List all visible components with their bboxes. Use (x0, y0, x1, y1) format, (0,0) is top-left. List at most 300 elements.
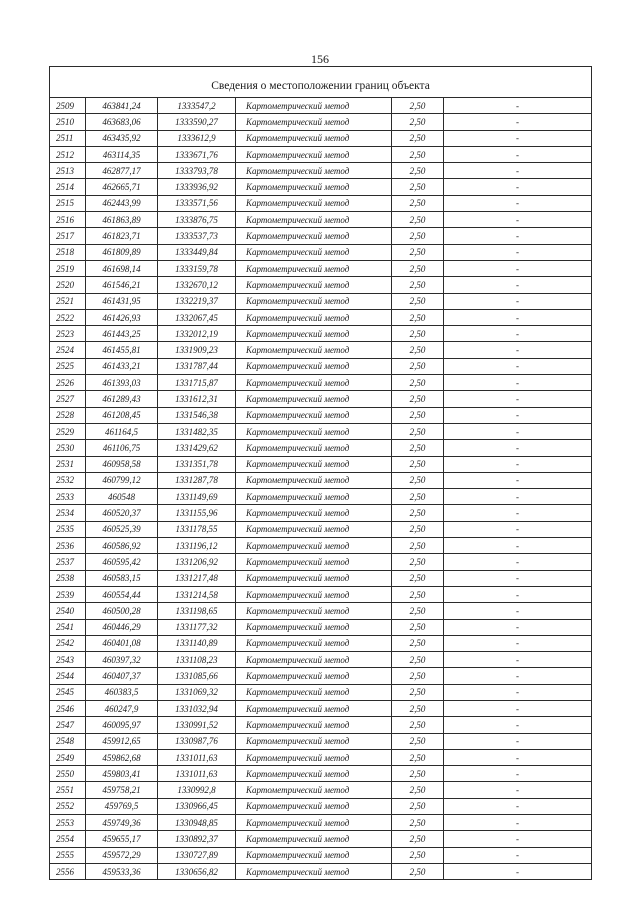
y-coordinate-cell: 1331612,31 (158, 391, 236, 407)
point-number-cell: 2519 (50, 260, 86, 276)
table-row (50, 847, 592, 863)
accuracy-cell: 2,50 (392, 146, 444, 162)
description-cell: - (444, 391, 592, 407)
method-cell: Картометрический метод (236, 277, 392, 293)
description-cell: - (444, 277, 592, 293)
x-coordinate-cell: 461164,5 (86, 423, 158, 439)
method-cell: Картометрический метод (236, 163, 392, 179)
x-coordinate-cell: 460401,08 (86, 635, 158, 651)
method-cell: Картометрический метод (236, 684, 392, 700)
point-number-cell: 2545 (50, 684, 86, 700)
table-row (50, 652, 592, 668)
table-row (50, 375, 592, 391)
description-cell: - (444, 847, 592, 863)
point-number-cell: 2527 (50, 391, 86, 407)
x-coordinate-cell: 460548 (86, 489, 158, 505)
method-cell: Картометрический метод (236, 749, 392, 765)
x-coordinate-cell: 460383,5 (86, 684, 158, 700)
point-number-cell: 2512 (50, 146, 86, 162)
point-number-cell: 2537 (50, 554, 86, 570)
accuracy-cell: 2,50 (392, 782, 444, 798)
method-cell: Картометрический метод (236, 586, 392, 602)
point-number-cell: 2549 (50, 749, 86, 765)
point-number-cell: 2531 (50, 456, 86, 472)
y-coordinate-cell: 1330992,8 (158, 782, 236, 798)
method-cell: Картометрический метод (236, 619, 392, 635)
table-row (50, 733, 592, 749)
table-row (50, 293, 592, 309)
y-coordinate-cell: 1331032,94 (158, 700, 236, 716)
accuracy-cell: 2,50 (392, 407, 444, 423)
accuracy-cell: 2,50 (392, 293, 444, 309)
x-coordinate-cell: 461455,81 (86, 342, 158, 358)
description-cell: - (444, 228, 592, 244)
x-coordinate-cell: 460407,37 (86, 668, 158, 684)
method-cell: Картометрический метод (236, 603, 392, 619)
point-number-cell: 2546 (50, 700, 86, 716)
method-cell: Картометрический метод (236, 358, 392, 374)
method-cell: Картометрический метод (236, 407, 392, 423)
table-row (50, 505, 592, 521)
accuracy-cell: 2,50 (392, 489, 444, 505)
method-cell: Картометрический метод (236, 652, 392, 668)
accuracy-cell: 2,50 (392, 472, 444, 488)
accuracy-cell: 2,50 (392, 179, 444, 195)
accuracy-cell: 2,50 (392, 668, 444, 684)
description-cell: - (444, 538, 592, 554)
method-cell: Картометрический метод (236, 521, 392, 537)
y-coordinate-cell: 1333793,78 (158, 163, 236, 179)
table-row (50, 130, 592, 146)
x-coordinate-cell: 460247,9 (86, 700, 158, 716)
point-number-cell: 2517 (50, 228, 86, 244)
method-cell: Картометрический метод (236, 733, 392, 749)
y-coordinate-cell: 1333876,75 (158, 212, 236, 228)
x-coordinate-cell: 461809,89 (86, 244, 158, 260)
accuracy-cell: 2,50 (392, 586, 444, 602)
table-row (50, 456, 592, 472)
point-number-cell: 2516 (50, 212, 86, 228)
point-number-cell: 2535 (50, 521, 86, 537)
table-row (50, 163, 592, 179)
accuracy-cell: 2,50 (392, 635, 444, 651)
table-row (50, 668, 592, 684)
y-coordinate-cell: 1331198,65 (158, 603, 236, 619)
method-cell: Картометрический метод (236, 570, 392, 586)
accuracy-cell: 2,50 (392, 505, 444, 521)
method-cell: Картометрический метод (236, 293, 392, 309)
method-cell: Картометрический метод (236, 423, 392, 439)
method-cell: Картометрический метод (236, 766, 392, 782)
x-coordinate-cell: 459803,41 (86, 766, 158, 782)
x-coordinate-cell: 461546,21 (86, 277, 158, 293)
point-number-cell: 2529 (50, 423, 86, 439)
description-cell: - (444, 603, 592, 619)
description-cell: - (444, 407, 592, 423)
description-cell: - (444, 326, 592, 342)
x-coordinate-cell: 461106,75 (86, 440, 158, 456)
table-row (50, 260, 592, 276)
y-coordinate-cell: 1331140,89 (158, 635, 236, 651)
x-coordinate-cell: 461393,03 (86, 375, 158, 391)
x-coordinate-cell: 459533,36 (86, 863, 158, 879)
accuracy-cell: 2,50 (392, 749, 444, 765)
point-number-cell: 2543 (50, 652, 86, 668)
x-coordinate-cell: 461208,45 (86, 407, 158, 423)
description-cell: - (444, 489, 592, 505)
description-cell: - (444, 293, 592, 309)
y-coordinate-cell: 1331351,78 (158, 456, 236, 472)
y-coordinate-cell: 1333547,2 (158, 98, 236, 114)
method-cell: Картометрический метод (236, 538, 392, 554)
x-coordinate-cell: 459572,29 (86, 847, 158, 863)
method-cell: Картометрический метод (236, 717, 392, 733)
table-row (50, 619, 592, 635)
accuracy-cell: 2,50 (392, 98, 444, 114)
y-coordinate-cell: 1330948,85 (158, 815, 236, 831)
point-number-cell: 2540 (50, 603, 86, 619)
point-number-cell: 2553 (50, 815, 86, 831)
y-coordinate-cell: 1331085,66 (158, 668, 236, 684)
x-coordinate-cell: 460446,29 (86, 619, 158, 635)
accuracy-cell: 2,50 (392, 554, 444, 570)
table-row (50, 98, 592, 114)
point-number-cell: 2533 (50, 489, 86, 505)
point-number-cell: 2532 (50, 472, 86, 488)
method-cell: Картометрический метод (236, 472, 392, 488)
point-number-cell: 2541 (50, 619, 86, 635)
x-coordinate-cell: 460958,58 (86, 456, 158, 472)
point-number-cell: 2526 (50, 375, 86, 391)
description-cell: - (444, 212, 592, 228)
accuracy-cell: 2,50 (392, 733, 444, 749)
accuracy-cell: 2,50 (392, 766, 444, 782)
x-coordinate-cell: 460397,32 (86, 652, 158, 668)
y-coordinate-cell: 1331108,23 (158, 652, 236, 668)
method-cell: Картометрический метод (236, 342, 392, 358)
table-row (50, 717, 592, 733)
method-cell: Картометрический метод (236, 815, 392, 831)
point-number-cell: 2556 (50, 863, 86, 879)
method-cell: Картометрический метод (236, 309, 392, 325)
y-coordinate-cell: 1330727,89 (158, 847, 236, 863)
point-number-cell: 2520 (50, 277, 86, 293)
table-row (50, 472, 592, 488)
description-cell: - (444, 863, 592, 879)
x-coordinate-cell: 460554,44 (86, 586, 158, 602)
y-coordinate-cell: 1331011,63 (158, 749, 236, 765)
accuracy-cell: 2,50 (392, 700, 444, 716)
description-cell: - (444, 98, 592, 114)
y-coordinate-cell: 1331149,69 (158, 489, 236, 505)
description-cell: - (444, 342, 592, 358)
method-cell: Картометрический метод (236, 440, 392, 456)
table-row (50, 538, 592, 554)
method-cell: Картометрический метод (236, 635, 392, 651)
table-row (50, 440, 592, 456)
method-cell: Картометрический метод (236, 195, 392, 211)
y-coordinate-cell: 1330987,76 (158, 733, 236, 749)
y-coordinate-cell: 1330656,82 (158, 863, 236, 879)
description-cell: - (444, 635, 592, 651)
x-coordinate-cell: 462443,99 (86, 195, 158, 211)
method-cell: Картометрический метод (236, 130, 392, 146)
description-cell: - (444, 472, 592, 488)
y-coordinate-cell: 1331196,12 (158, 538, 236, 554)
method-cell: Картометрический метод (236, 114, 392, 130)
y-coordinate-cell: 1333936,92 (158, 179, 236, 195)
accuracy-cell: 2,50 (392, 326, 444, 342)
table-row (50, 212, 592, 228)
table-row (50, 244, 592, 260)
method-cell: Картометрический метод (236, 228, 392, 244)
description-cell: - (444, 440, 592, 456)
method-cell: Картометрический метод (236, 782, 392, 798)
table-row (50, 407, 592, 423)
y-coordinate-cell: 1331909,23 (158, 342, 236, 358)
description-cell: - (444, 733, 592, 749)
point-number-cell: 2513 (50, 163, 86, 179)
table-row (50, 586, 592, 602)
x-coordinate-cell: 463841,24 (86, 98, 158, 114)
y-coordinate-cell: 1333571,56 (158, 195, 236, 211)
table-row (50, 782, 592, 798)
accuracy-cell: 2,50 (392, 603, 444, 619)
point-number-cell: 2536 (50, 538, 86, 554)
description-cell: - (444, 130, 592, 146)
point-number-cell: 2544 (50, 668, 86, 684)
x-coordinate-cell: 461433,21 (86, 358, 158, 374)
x-coordinate-cell: 460586,92 (86, 538, 158, 554)
table-row (50, 358, 592, 374)
method-cell: Картометрический метод (236, 489, 392, 505)
accuracy-cell: 2,50 (392, 260, 444, 276)
description-cell: - (444, 146, 592, 162)
x-coordinate-cell: 460500,28 (86, 603, 158, 619)
y-coordinate-cell: 1332670,12 (158, 277, 236, 293)
description-cell: - (444, 521, 592, 537)
x-coordinate-cell: 460595,42 (86, 554, 158, 570)
y-coordinate-cell: 1331787,44 (158, 358, 236, 374)
x-coordinate-cell: 463683,06 (86, 114, 158, 130)
y-coordinate-cell: 1331287,78 (158, 472, 236, 488)
accuracy-cell: 2,50 (392, 456, 444, 472)
table-row (50, 146, 592, 162)
accuracy-cell: 2,50 (392, 684, 444, 700)
method-cell: Картометрический метод (236, 179, 392, 195)
point-number-cell: 2538 (50, 570, 86, 586)
point-number-cell: 2551 (50, 782, 86, 798)
point-number-cell: 2539 (50, 586, 86, 602)
y-coordinate-cell: 1330966,45 (158, 798, 236, 814)
point-number-cell: 2525 (50, 358, 86, 374)
table-row (50, 309, 592, 325)
x-coordinate-cell: 459758,21 (86, 782, 158, 798)
accuracy-cell: 2,50 (392, 195, 444, 211)
table-caption-row (50, 75, 592, 98)
description-cell: - (444, 684, 592, 700)
x-coordinate-cell: 460520,37 (86, 505, 158, 521)
description-cell: - (444, 652, 592, 668)
description-cell: - (444, 244, 592, 260)
y-coordinate-cell: 1333671,76 (158, 146, 236, 162)
description-cell: - (444, 717, 592, 733)
accuracy-cell: 2,50 (392, 831, 444, 847)
method-cell: Картометрический метод (236, 146, 392, 162)
table-row (50, 179, 592, 195)
y-coordinate-cell: 1331482,35 (158, 423, 236, 439)
table-row (50, 635, 592, 651)
y-coordinate-cell: 1331206,92 (158, 554, 236, 570)
x-coordinate-cell: 463114,35 (86, 146, 158, 162)
table-row (50, 195, 592, 211)
method-cell: Картометрический метод (236, 375, 392, 391)
description-cell: - (444, 766, 592, 782)
table-row (50, 684, 592, 700)
y-coordinate-cell: 1331177,32 (158, 619, 236, 635)
y-coordinate-cell: 1332067,45 (158, 309, 236, 325)
description-cell: - (444, 831, 592, 847)
table-row (50, 228, 592, 244)
description-cell: - (444, 570, 592, 586)
x-coordinate-cell: 460525,39 (86, 521, 158, 537)
point-number-cell: 2534 (50, 505, 86, 521)
description-cell: - (444, 114, 592, 130)
point-number-cell: 2509 (50, 98, 86, 114)
accuracy-cell: 2,50 (392, 815, 444, 831)
y-coordinate-cell: 1332219,37 (158, 293, 236, 309)
table-row (50, 603, 592, 619)
accuracy-cell: 2,50 (392, 423, 444, 439)
y-coordinate-cell: 1331178,55 (158, 521, 236, 537)
description-cell: - (444, 798, 592, 814)
accuracy-cell: 2,50 (392, 212, 444, 228)
method-cell: Картометрический метод (236, 798, 392, 814)
accuracy-cell: 2,50 (392, 798, 444, 814)
table-row (50, 815, 592, 831)
x-coordinate-cell: 460583,15 (86, 570, 158, 586)
y-coordinate-cell: 1333159,78 (158, 260, 236, 276)
point-number-cell: 2547 (50, 717, 86, 733)
table-row (50, 554, 592, 570)
point-number-cell: 2515 (50, 195, 86, 211)
table-row (50, 391, 592, 407)
x-coordinate-cell: 459655,17 (86, 831, 158, 847)
y-coordinate-cell: 1331011,63 (158, 766, 236, 782)
accuracy-cell: 2,50 (392, 391, 444, 407)
method-cell: Картометрический метод (236, 326, 392, 342)
table-row (50, 342, 592, 358)
accuracy-cell: 2,50 (392, 863, 444, 879)
accuracy-cell: 2,50 (392, 619, 444, 635)
accuracy-cell: 2,50 (392, 440, 444, 456)
y-coordinate-cell: 1333449,84 (158, 244, 236, 260)
method-cell: Картометрический метод (236, 244, 392, 260)
y-coordinate-cell: 1330892,37 (158, 831, 236, 847)
point-number-cell: 2528 (50, 407, 86, 423)
table-row (50, 749, 592, 765)
accuracy-cell: 2,50 (392, 163, 444, 179)
x-coordinate-cell: 459769,5 (86, 798, 158, 814)
x-coordinate-cell: 460095,97 (86, 717, 158, 733)
table-row (50, 831, 592, 847)
point-number-cell: 2530 (50, 440, 86, 456)
description-cell: - (444, 195, 592, 211)
accuracy-cell: 2,50 (392, 847, 444, 863)
description-cell: - (444, 375, 592, 391)
point-number-cell: 2554 (50, 831, 86, 847)
method-cell: Картометрический метод (236, 700, 392, 716)
x-coordinate-cell: 461289,43 (86, 391, 158, 407)
description-cell: - (444, 815, 592, 831)
method-cell: Картометрический метод (236, 863, 392, 879)
x-coordinate-cell: 459749,36 (86, 815, 158, 831)
x-coordinate-cell: 461426,93 (86, 309, 158, 325)
table-row (50, 114, 592, 130)
x-coordinate-cell: 459862,68 (86, 749, 158, 765)
point-number-cell: 2518 (50, 244, 86, 260)
accuracy-cell: 2,50 (392, 342, 444, 358)
method-cell: Картометрический метод (236, 456, 392, 472)
table-row (50, 766, 592, 782)
table-row (50, 700, 592, 716)
method-cell: Картометрический метод (236, 391, 392, 407)
point-number-cell: 2511 (50, 130, 86, 146)
x-coordinate-cell: 461698,14 (86, 260, 158, 276)
description-cell: - (444, 586, 592, 602)
y-coordinate-cell: 1331155,96 (158, 505, 236, 521)
point-number-cell: 2510 (50, 114, 86, 130)
y-coordinate-cell: 1331429,62 (158, 440, 236, 456)
description-cell: - (444, 423, 592, 439)
point-number-cell: 2548 (50, 733, 86, 749)
table-caption: Сведения о местоположении границ объекта (50, 75, 592, 98)
x-coordinate-cell: 461443,25 (86, 326, 158, 342)
point-number-cell: 2521 (50, 293, 86, 309)
method-cell: Картометрический метод (236, 831, 392, 847)
table-row (50, 326, 592, 342)
header-spacer-row (50, 67, 592, 76)
description-cell: - (444, 749, 592, 765)
method-cell: Картометрический метод (236, 98, 392, 114)
accuracy-cell: 2,50 (392, 130, 444, 146)
method-cell: Картометрический метод (236, 554, 392, 570)
description-cell: - (444, 358, 592, 374)
point-number-cell: 2552 (50, 798, 86, 814)
x-coordinate-cell: 460799,12 (86, 472, 158, 488)
boundary-coordinates-table (49, 66, 592, 880)
x-coordinate-cell: 461823,71 (86, 228, 158, 244)
method-cell: Картометрический метод (236, 668, 392, 684)
description-cell: - (444, 554, 592, 570)
y-coordinate-cell: 1331546,38 (158, 407, 236, 423)
point-number-cell: 2550 (50, 766, 86, 782)
y-coordinate-cell: 1331715,87 (158, 375, 236, 391)
point-number-cell: 2555 (50, 847, 86, 863)
description-cell: - (444, 505, 592, 521)
description-cell: - (444, 668, 592, 684)
point-number-cell: 2514 (50, 179, 86, 195)
description-cell: - (444, 179, 592, 195)
y-coordinate-cell: 1330991,52 (158, 717, 236, 733)
y-coordinate-cell: 1331214,58 (158, 586, 236, 602)
accuracy-cell: 2,50 (392, 309, 444, 325)
x-coordinate-cell: 462877,17 (86, 163, 158, 179)
method-cell: Картометрический метод (236, 505, 392, 521)
accuracy-cell: 2,50 (392, 538, 444, 554)
x-coordinate-cell: 459912,65 (86, 733, 158, 749)
x-coordinate-cell: 463435,92 (86, 130, 158, 146)
